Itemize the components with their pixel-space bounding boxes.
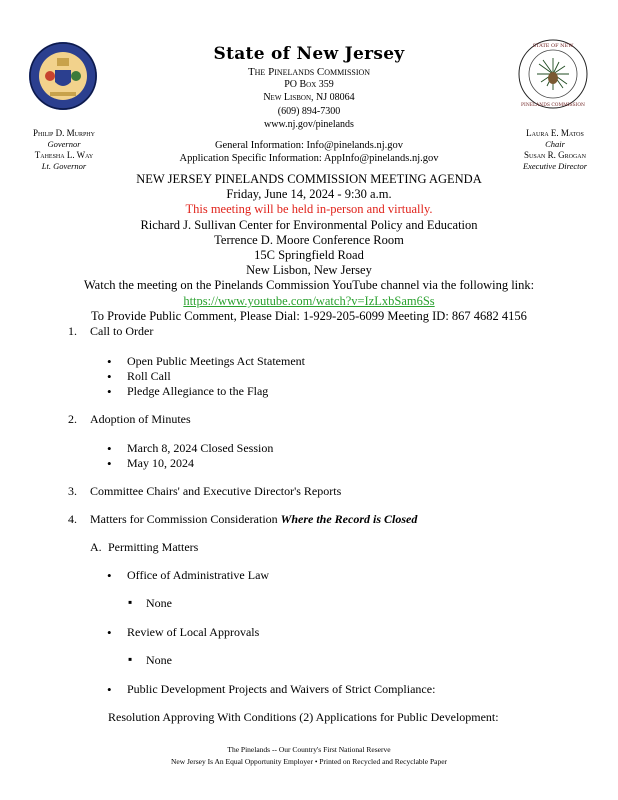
list-item: • May 10, 2024 [127,456,194,471]
public-comment-info: To Provide Public Comment, Please Dial: 1-929-205-6099 Meeting ID: 867 4682 4156 [91,308,527,323]
general-info-contact: General Information: Info@pinelands.nj.gov [214,140,404,151]
lt-governor-role: Lt. Governor [41,161,87,171]
lt-governor-name: Tahesha L. Way [34,150,94,160]
agenda-title: NEW JERSEY PINELANDS COMMISSION MEETING AGENDA [136,172,482,186]
meeting-date: Friday, June 14, 2024 - 9:30 a.m. [226,187,392,202]
item-call-to-order: Call to Order [90,324,154,338]
application-info-contact: Application Specific Information: AppInfo@pinelands.nj.gov [179,153,439,164]
list-item-none: ▪ None [146,596,172,611]
director-name: Susan R. Grogan [524,150,586,160]
chair-name: Laura E. Matos [526,128,584,138]
town: New Lisbon, New Jersey [246,263,372,278]
city-address: New Lisbon, NJ 08064 [263,92,355,103]
list-item-review-local-approvals: • Review of Local Approvals [127,625,259,640]
phone-number: (609) 894-7300 [277,106,341,117]
watch-instructions: Watch the meeting on the Pinelands Commission YouTube channel via the following link: [83,278,535,293]
item-adoption-of-minutes: Adoption of Minutes [90,412,191,426]
item-number-2: 2. [68,412,77,426]
room-name: Terrence D. Moore Conference Room [214,232,404,247]
resolution-text: Resolution Approving With Conditions (2) Applications for Public Development: [108,710,499,724]
svg-text:STATE OF NEW: STATE OF NEW [532,43,574,49]
director-role: Executive Director [522,161,588,171]
item-number-3: 3. [68,484,77,498]
subitem-letter-a: A. [90,540,102,554]
list-item: • Pledge Allegiance to the Flag [127,384,268,399]
item-number-1: 1. [68,324,77,338]
chair-role: Chair [545,139,565,149]
list-item-none: ▪ None [146,653,172,668]
list-item: • March 8, 2024 Closed Session [127,441,273,456]
po-box: PO Box 359 [284,79,334,90]
item-commission-consideration [90,512,417,527]
svg-text:PINELANDS COMMISSION: PINELANDS COMMISSION [521,103,585,108]
youtube-link[interactable]: https://www.youtube.com/watch?v=IzLxbSam6Ss [183,293,435,308]
item-reports: Committee Chairs' and Executive Director's Reports [90,484,342,498]
commission-name: The Pinelands Commission [247,66,371,78]
state-title: State of New Jersey [213,44,405,64]
item-number-4: 4. [68,512,77,526]
record-closed-emphasis: Where the Record is Closed [280,512,418,526]
governor-name: Philip D. Murphy [33,128,95,138]
venue-name: Richard J. Sullivan Center for Environmental Policy and Education [140,217,478,232]
list-item-public-development: • Public Development Projects and Waivers of Strict Compliance: [127,682,435,697]
meeting-notice: This meeting will be held in-person and virtually. [185,202,433,217]
list-item-office-admin-law: • Office of Administrative Law [127,568,269,583]
item-4-label: Matters for Commission Consideration [90,512,281,526]
footer-reserve: The Pinelands -- Our Country's First National Reserve [227,745,391,754]
street-address: 15C Springfield Road [254,248,364,263]
subitem-permitting-matters: Permitting Matters [108,540,199,554]
list-item: • Roll Call [127,369,171,384]
agenda-header [0,172,618,324]
website[interactable]: www.nj.gov/pinelands [264,119,354,130]
list-item: • Open Public Meetings Act Statement [127,354,305,369]
governor-role: Governor [47,139,81,149]
footer-employer: New Jersey Is An Equal Opportunity Employer • Printed on Recycled and Recyclable Paper [170,757,448,766]
